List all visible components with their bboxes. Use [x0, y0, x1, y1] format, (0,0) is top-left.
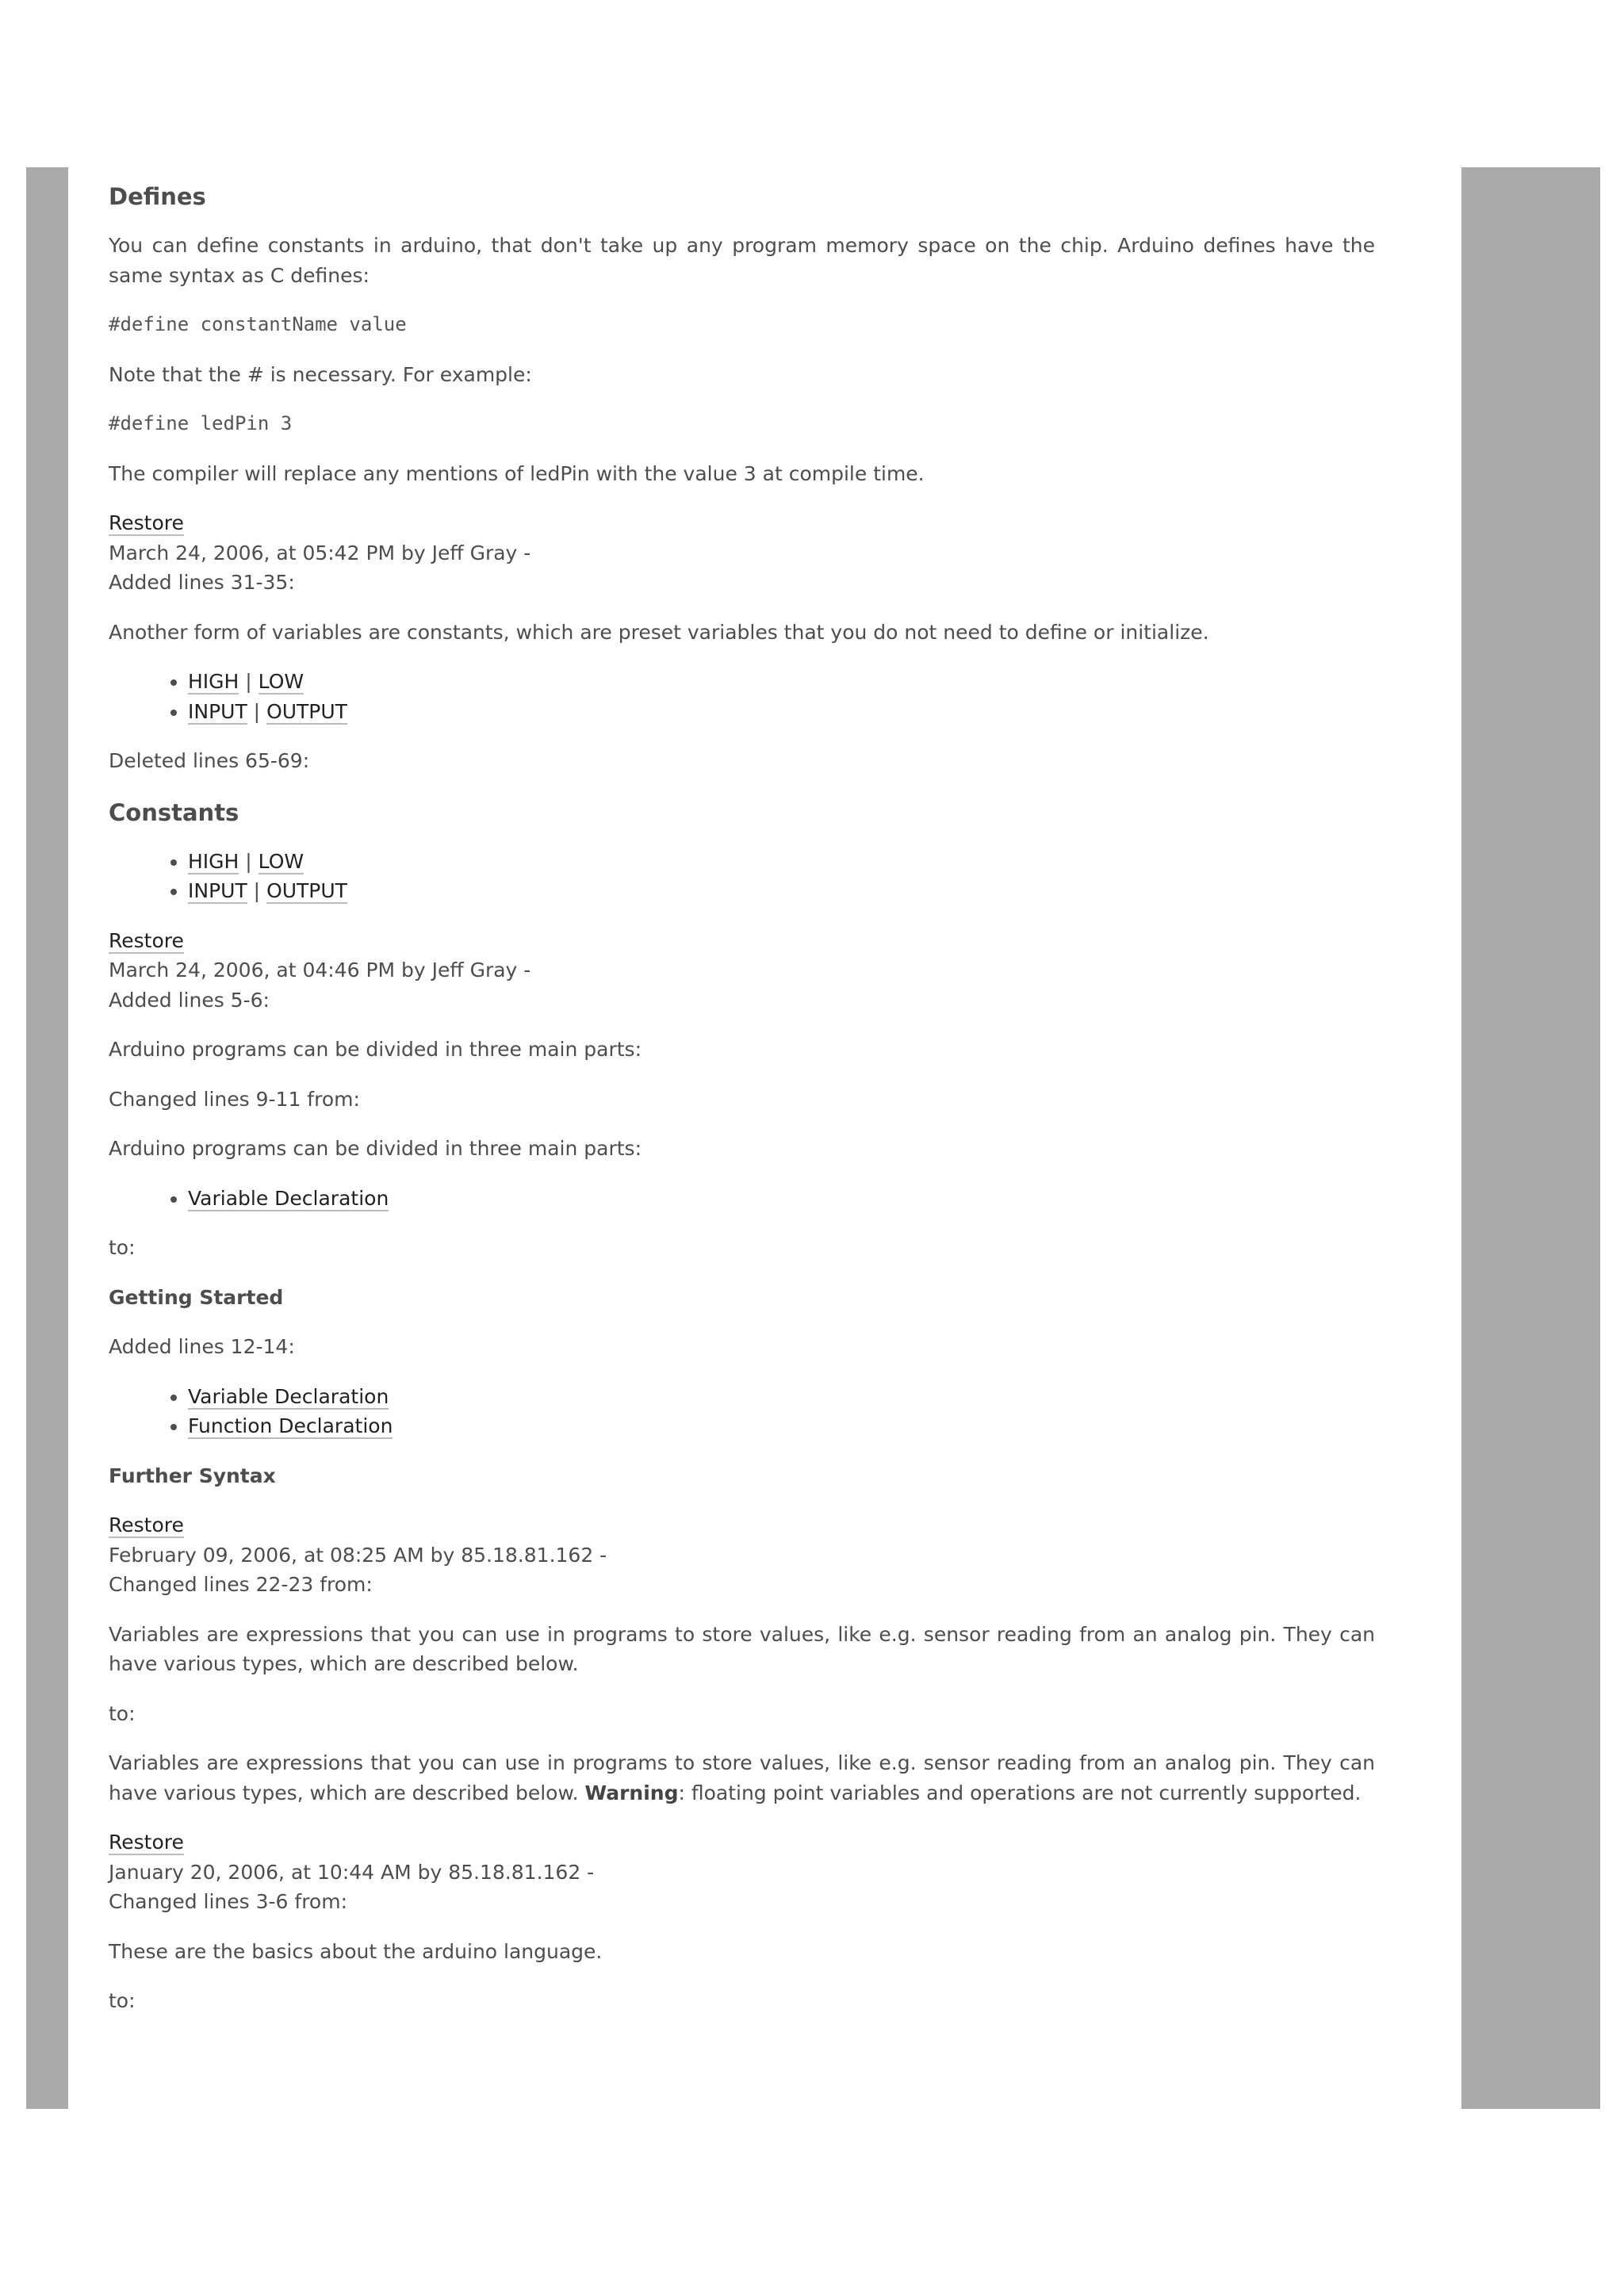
revision-1 — [109, 508, 1375, 598]
revision-added-2: Added lines 5-6: — [109, 988, 270, 1012]
constants-para: Another form of variables are constants, which are preset variables that you do not need to define or initialize. — [109, 620, 1209, 644]
changed-lines-2: Changed lines 9-11 from: — [109, 1087, 360, 1111]
link-high[interactable]: HIGH — [188, 670, 239, 693]
link-output[interactable]: OUTPUT — [266, 699, 347, 723]
defines-heading: Defines — [109, 183, 206, 210]
constants-heading: Constants — [109, 798, 239, 826]
restore-link-4[interactable]: Restore — [109, 1831, 184, 1854]
from-list — [109, 1184, 1375, 1214]
warning-label: Warning — [584, 1781, 679, 1804]
constants-list-2 — [109, 847, 1375, 906]
link-high[interactable]: HIGH — [188, 849, 239, 873]
list-item: • INPUT | OUTPUT — [188, 697, 1375, 727]
link-output[interactable]: OUTPUT — [266, 879, 347, 902]
to-label-4: to: — [109, 1989, 136, 2012]
revision-3 — [109, 1510, 1375, 1600]
defines-note: Note that the # is necessary. For example: — [109, 362, 532, 386]
code-define-constant: #define constantName value — [109, 313, 407, 335]
to-label-3: to: — [109, 1701, 136, 1725]
further-syntax-heading: Further Syntax — [109, 1464, 276, 1487]
list-item: • HIGH | LOW — [188, 847, 1375, 877]
programs-para-1: Arduino programs can be divided in three main parts: — [109, 1038, 642, 1061]
revision-4 — [109, 1827, 1375, 1917]
list-item: • INPUT | OUTPUT — [188, 876, 1375, 906]
revision-changed-3: Changed lines 22-23 from: — [109, 1573, 373, 1596]
list-item — [188, 1411, 1375, 1441]
link-low[interactable]: LOW — [258, 849, 304, 873]
added-list — [109, 1382, 1375, 1441]
basics-para: These are the basics about the arduino language. — [109, 1939, 603, 1963]
revision-meta-1: March 24, 2006, at 05:42 PM by Jeff Gray - — [109, 541, 531, 564]
defines-intro: You can define constants in arduino, that don't take up any program memory space on the chip. Arduino defines have the same syntax as C defines: — [109, 234, 1375, 287]
getting-started-heading: Getting Started — [109, 1285, 284, 1309]
left-margin-bar — [26, 167, 68, 2109]
link-input[interactable]: INPUT — [188, 699, 247, 723]
link-low[interactable]: LOW — [258, 670, 304, 693]
link-function-declaration[interactable]: Function Declaration — [188, 1414, 393, 1437]
revision-changed-4: Changed lines 3-6 from: — [109, 1890, 348, 1913]
link-variable-declaration[interactable]: Variable Declaration — [188, 1384, 389, 1408]
variables-para-from: Variables are expressions that you can use in programs to store values, like e.g. sensor reading from an analog pin. They can have various types, which are described below. — [109, 1622, 1375, 1675]
list-item — [188, 1184, 1375, 1214]
added-lines-2b: Added lines 12-14: — [109, 1335, 295, 1358]
list-item — [188, 1382, 1375, 1412]
programs-para-2: Arduino programs can be divided in three main parts: — [109, 1137, 642, 1160]
revision-2 — [109, 926, 1375, 1016]
deleted-lines: Deleted lines 65-69: — [109, 749, 310, 772]
code-define-ledpin: #define ledPin 3 — [109, 412, 293, 434]
link-input[interactable]: INPUT — [188, 879, 247, 902]
revision-meta-3: February 09, 2006, at 08:25 AM by 85.18.81.162 - — [109, 1543, 607, 1567]
restore-link-1[interactable]: Restore — [109, 511, 184, 534]
restore-link-2[interactable]: Restore — [109, 928, 184, 952]
list-item: • HIGH | LOW — [188, 667, 1375, 697]
page-content — [109, 180, 1375, 2036]
constants-list — [109, 667, 1375, 726]
variables-para-to: Variables are expressions that you can use in programs to store values, like e.g. sensor reading from an analog pin. They can have various types, which are described below. Warning: floating point variables and operations are not currently supported. — [109, 1751, 1375, 1804]
restore-link-3[interactable]: Restore — [109, 1513, 184, 1536]
to-label-2: to: — [109, 1236, 136, 1259]
right-margin-bar — [1461, 167, 1600, 2109]
link-variable-declaration[interactable]: Variable Declaration — [188, 1186, 389, 1210]
revision-added-1: Added lines 31-35: — [109, 571, 295, 594]
revision-meta-2: March 24, 2006, at 04:46 PM by Jeff Gray - — [109, 959, 531, 982]
defines-explain: The compiler will replace any mentions of ledPin with the value 3 at compile time. — [109, 461, 925, 485]
revision-meta-4: January 20, 2006, at 10:44 AM by 85.18.81.162 - — [109, 1860, 595, 1884]
